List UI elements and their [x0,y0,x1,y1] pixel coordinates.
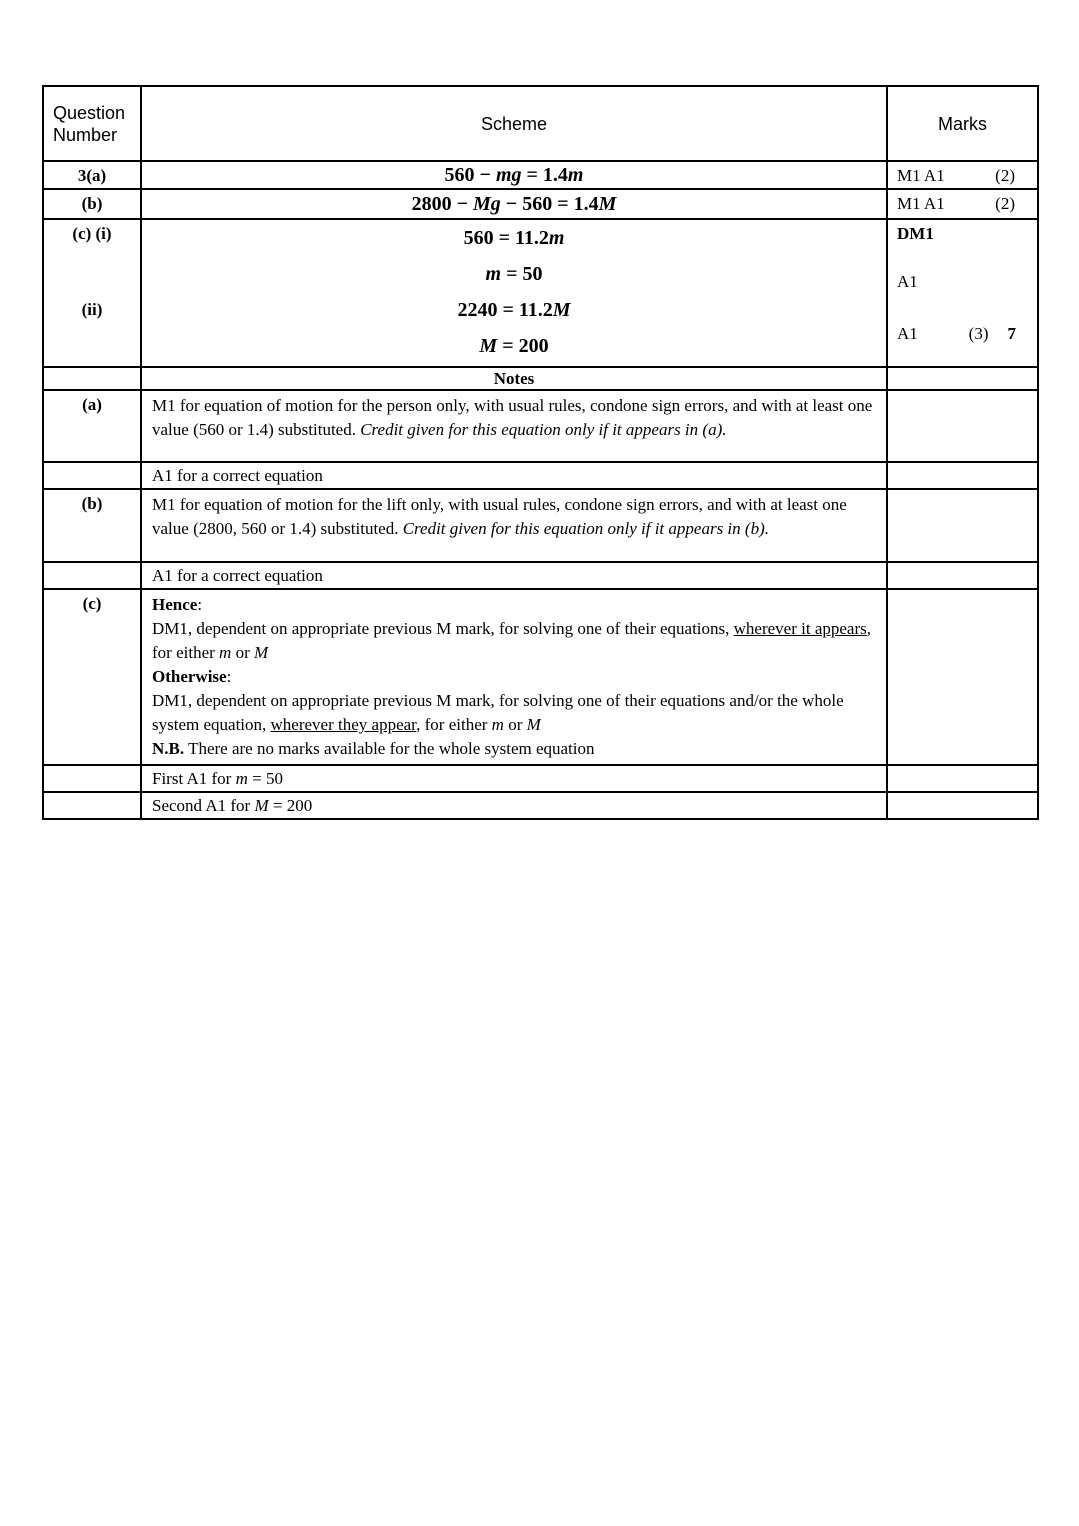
note-b-a1-label-empty [43,562,141,589]
note-a-m1-marks-empty [887,390,1038,462]
marks-3c [887,219,1038,367]
question-label-3c-ii: (ii) [81,300,103,319]
note-a-a1-text: A1 for a correct equation [141,462,887,489]
note-b-a1-marks-empty [887,562,1038,589]
marks-3b-total: (2) [995,194,1015,213]
marks-3a-total: (2) [995,166,1015,185]
notes-header-empty-left [43,367,141,390]
note-c-hence: Hence: [152,595,203,614]
marks-3c-paren: (3) [968,324,989,343]
row-3a [43,161,1038,189]
row-3c [43,219,1038,367]
question-label-3a: 3(a) [43,161,141,189]
equation-3cii-2: M = 200 [479,335,549,357]
equation-3a-text: 560 − mg = 1.4m [444,163,584,186]
row-note-b-a1 [43,562,1038,589]
note-label-a: (a) [43,390,141,462]
marks-3b-codes: M1 A1 [897,194,945,213]
note-first-a1-label-empty [43,765,141,792]
note-b-a1-text: A1 for a correct equation [141,562,887,589]
row-note-first-a1 [43,765,1038,792]
marks-3a-codes: M1 A1 [897,166,945,185]
equation-3b [141,189,887,219]
question-label-3c [43,219,141,367]
marks-3c-a1-second [897,323,1028,345]
note-a-m1-text: M1 for equation of motion for the person only, with usual rules, condone sign errors, and with at least one value (560 or 1.4) substituted. Credit given for this equation only if it appears in (a). [141,390,887,462]
notes-title: Notes [141,367,887,390]
notes-header-empty-right [887,367,1038,390]
table-header-row [43,86,1038,161]
equation-3cii-1: 2240 = 11.2M [457,299,571,321]
equations-3c [141,219,887,367]
note-c-dm1-hence: DM1, dependent on appropriate previous M mark, for solving one of their equations, wherever it appears, for either m or M [152,619,872,662]
marks-3a [887,161,1038,189]
note-b-m1-text: M1 for equation of motion for the lift only, with usual rules, condone sign errors, and with at least one value (2800, 560 or 1.4) substituted. Credit given for this equation only if it appears in (b). [141,489,887,562]
marks-3c-question-total: 7 [1007,324,1016,343]
note-second-a1-label-empty [43,792,141,819]
header-marks: Marks [887,86,1038,161]
note-label-b: (b) [43,489,141,562]
marks-3c-a1-first: A1 [897,272,918,291]
mark-scheme-table [42,85,1039,820]
note-c-marks-empty [887,589,1038,765]
row-3b [43,189,1038,219]
equation-3a [141,161,887,189]
question-label-3b: (b) [43,189,141,219]
header-question-line2: Number [53,124,118,145]
equation-3ci-2: m = 50 [485,263,543,285]
note-c-nb: N.B. There are no marks available for the whole system equation [152,739,595,758]
note-a-a1-marks-empty [887,462,1038,489]
marks-3b [887,189,1038,219]
row-note-second-a1 [43,792,1038,819]
question-label-3c-i: (c) (i) [72,224,112,243]
header-question-number [43,86,141,161]
equation-3ci-1: 560 = 11.2m [463,227,565,249]
note-first-a1-text: First A1 for m = 50 [141,765,887,792]
marks-3c-a1-second-code: A1 [897,324,918,343]
row-note-a-a1 [43,462,1038,489]
note-c-dm1-otherwise: DM1, dependent on appropriate previous M mark, for solving one of their equations and/or the whole system equation, wherever they appear, for either m or M [152,691,844,734]
note-a-a1-label-empty [43,462,141,489]
note-c-otherwise: Otherwise: [152,667,232,686]
note-second-a1-text: Second A1 for M = 200 [141,792,887,819]
header-scheme: Scheme [141,86,887,161]
note-b-m1-marks-empty [887,489,1038,562]
row-note-c [43,589,1038,765]
row-note-a-m1 [43,390,1038,462]
header-question-line1: Question [53,102,126,123]
note-label-c: (c) [43,589,141,765]
note-first-a1-marks-empty [887,765,1038,792]
marks-3c-dm1: DM1 [897,224,934,243]
note-second-a1-marks-empty [887,792,1038,819]
row-notes-header [43,367,1038,390]
note-c-text [141,589,887,765]
row-note-b-m1 [43,489,1038,562]
equation-3b-text: 2800 − Mg − 560 = 1.4M [411,192,617,215]
